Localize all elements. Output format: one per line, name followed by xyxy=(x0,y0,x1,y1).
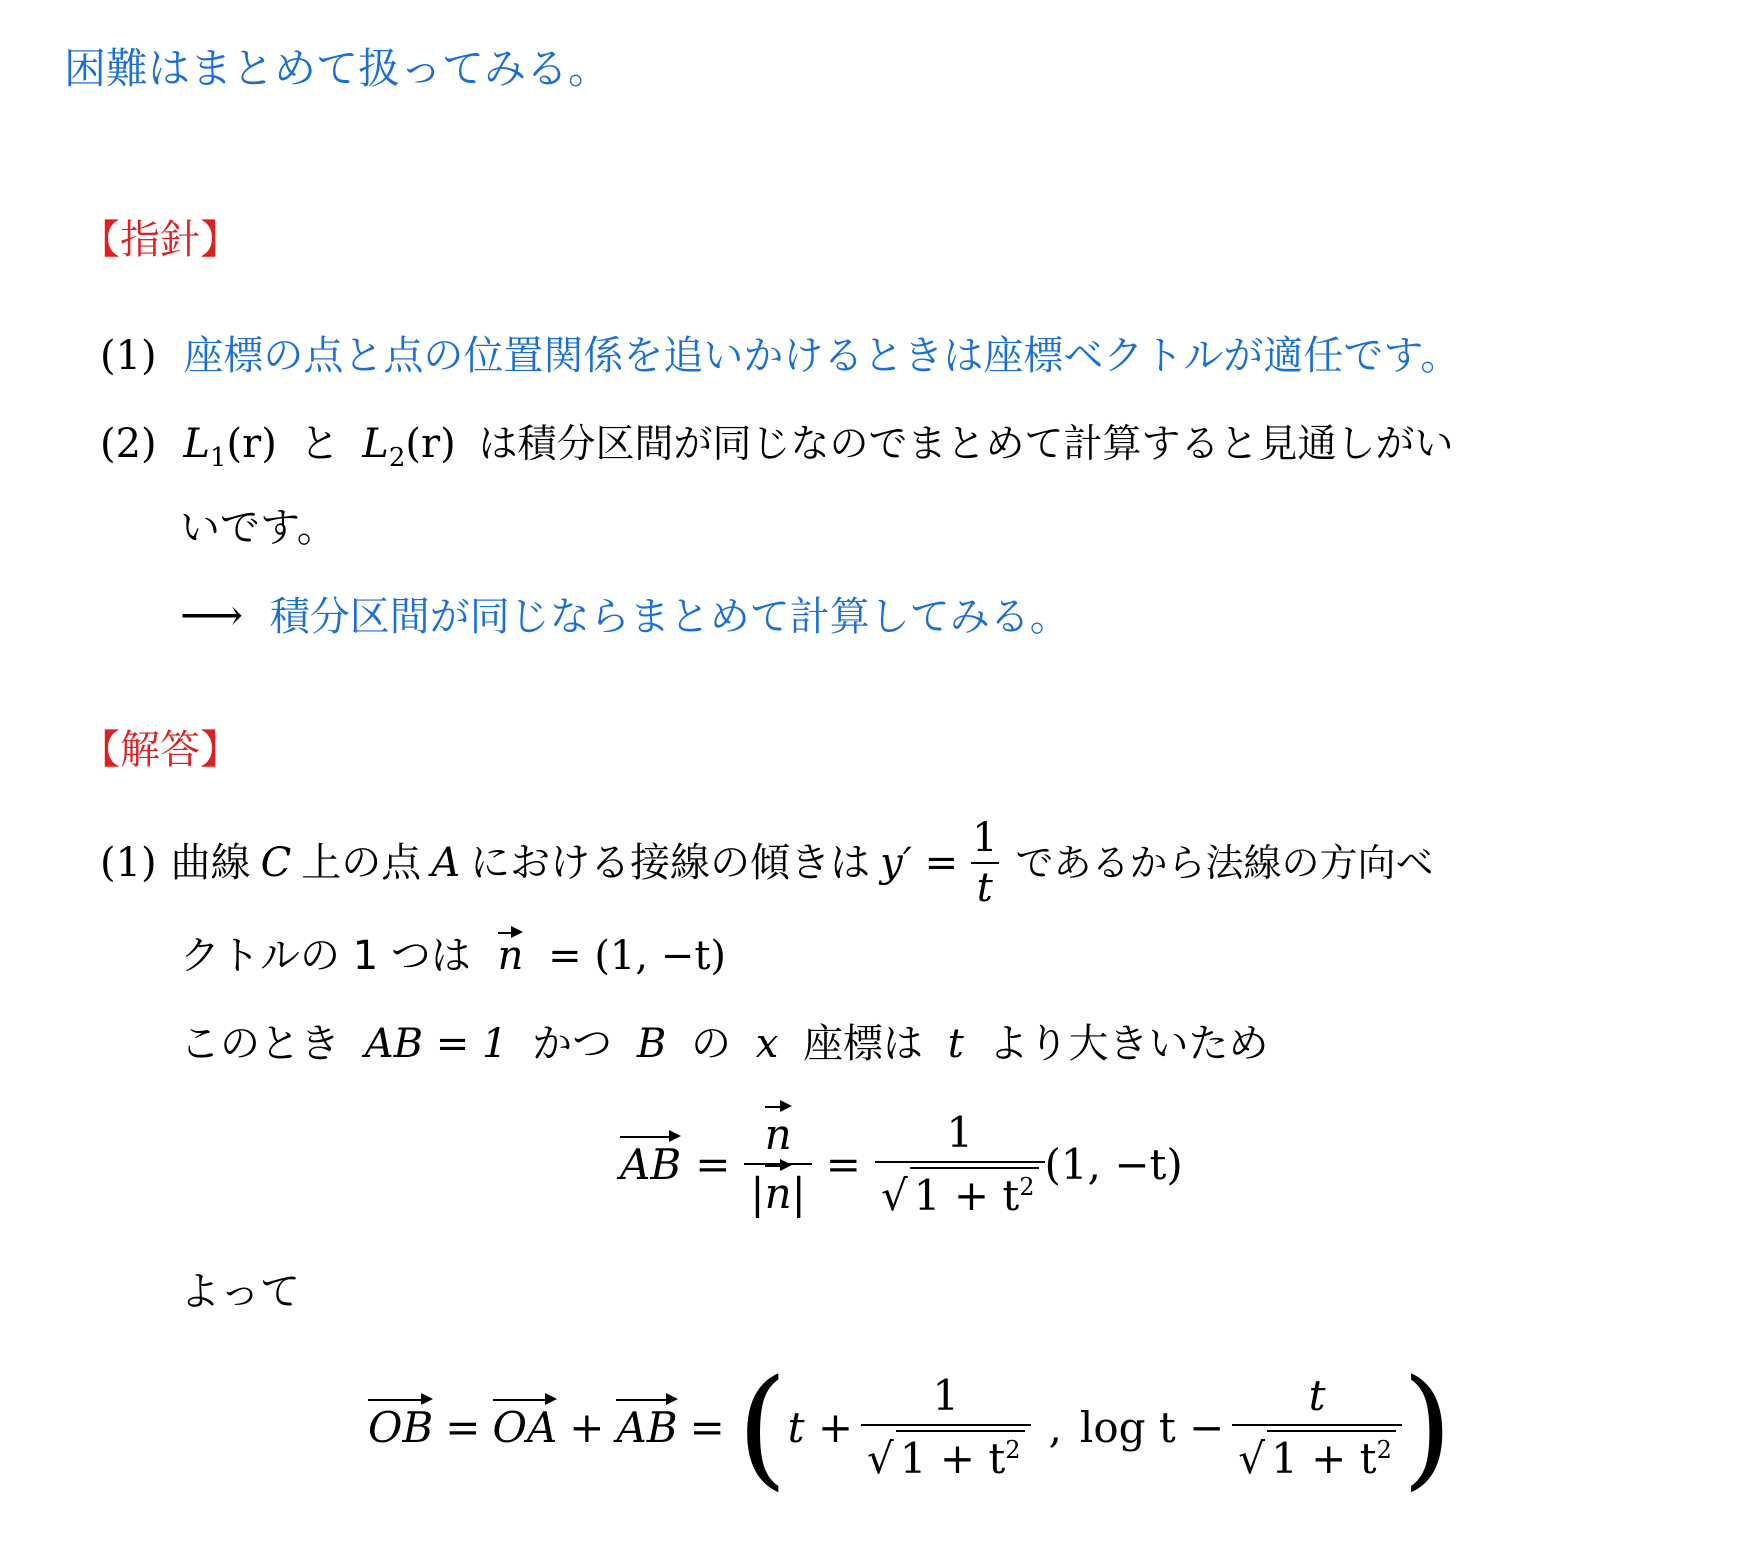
plus-sign: + xyxy=(569,1402,605,1452)
exponent: 2 xyxy=(1019,1173,1035,1201)
vector-n: n xyxy=(764,1110,792,1159)
variable-symbol: x xyxy=(755,1021,779,1067)
x-component-term: t + xyxy=(787,1402,854,1452)
kaito-item-1-line-1 xyxy=(100,815,1434,911)
comma: , xyxy=(1048,1402,1062,1452)
y-component-term: log t − xyxy=(1079,1402,1225,1452)
L2-symbol: L xyxy=(362,421,389,467)
kaito-item-1-line-2 xyxy=(180,933,727,979)
text-segment: であるから法線の方向ベ xyxy=(1015,841,1434,885)
L1-symbol: L xyxy=(183,421,210,467)
equals-sign: = xyxy=(695,1139,731,1189)
text-segment: における接線の傾きは xyxy=(470,840,871,886)
fraction-numerator: 1 xyxy=(972,815,998,861)
radicand: 1 + t xyxy=(913,1171,1020,1220)
shishin-item-2-text: は積分区間が同じなのでまとめて計算すると見通しがい xyxy=(478,422,1454,467)
text-segment: かつ xyxy=(532,1021,613,1067)
curve-symbol: C xyxy=(260,840,292,886)
sqrt-symbol: √ xyxy=(880,1171,908,1220)
vector-value: = (1, −t) xyxy=(548,933,727,979)
L2-argument: (r) xyxy=(405,421,456,467)
equals-sign: = xyxy=(825,1139,861,1189)
scalar-fraction xyxy=(875,1108,1045,1220)
shishin-heading: 【指針】 xyxy=(80,217,240,263)
sqrt-symbol: √ xyxy=(1238,1434,1266,1483)
text-segment: より大きいため xyxy=(988,1021,1269,1067)
text-segment: 座標は xyxy=(802,1021,923,1067)
shishin-item-2 xyxy=(100,421,1454,473)
left-paren: ( xyxy=(736,1351,788,1503)
text-segment: 上の点 xyxy=(301,840,422,886)
point-symbol: B xyxy=(636,1021,667,1067)
fraction-numerator: 1 xyxy=(946,1108,974,1157)
vector-n: n xyxy=(764,1169,792,1218)
shishin-item-1 xyxy=(100,333,1461,379)
long-right-arrow-icon: ⟶ xyxy=(180,590,244,641)
fraction-numerator: 1 xyxy=(932,1371,960,1420)
kaito-heading: 【解答】 xyxy=(80,727,240,773)
page-title: 困難はまとめて扱ってみる。 xyxy=(64,44,611,93)
derivative-expression: y′ = xyxy=(880,840,959,886)
L1-subscript: 1 xyxy=(209,443,227,473)
sqrt-symbol: √ xyxy=(867,1434,894,1483)
vector-OB: OB xyxy=(368,1402,434,1452)
shishin-conclusion-text: 積分区間が同じならまとめて計算してみる。 xyxy=(269,594,1070,640)
length-expression: AB = 1 xyxy=(364,1021,508,1067)
vector-AB: AB xyxy=(620,1139,682,1189)
fraction xyxy=(966,815,1003,911)
equation-OB xyxy=(368,1351,1453,1503)
equation-AB xyxy=(620,1108,1183,1220)
therefore-text: よって xyxy=(180,1269,300,1315)
text-segment: クトルの 1 つは xyxy=(180,933,471,979)
variable-symbol: t xyxy=(947,1021,964,1067)
conjunction: と xyxy=(299,421,340,467)
fraction-denominator: t xyxy=(971,862,999,908)
x-component-fraction xyxy=(861,1371,1031,1483)
shishin-item-1-text: 座標の点と点の位置関係を追いかけるときは座標ベクトルが適任です。 xyxy=(183,333,1461,379)
item-number: (1) xyxy=(100,333,157,379)
vector-value: (1, −t) xyxy=(1044,1139,1183,1189)
equals-sign: = xyxy=(445,1402,481,1452)
item-number: (1) xyxy=(100,840,157,886)
abs-bar: | xyxy=(791,1169,806,1218)
unit-vector-fraction xyxy=(744,1110,811,1218)
equals-sign: = xyxy=(689,1402,725,1452)
L1-argument: (r) xyxy=(226,421,277,467)
shishin-item-2-continuation: いです。 xyxy=(180,505,337,551)
vector-OA: OA xyxy=(492,1402,558,1452)
kaito-item-1-line-3 xyxy=(180,1021,1269,1067)
L2-subscript: 2 xyxy=(388,443,406,473)
y-component-fraction xyxy=(1232,1371,1402,1483)
shishin-conclusion xyxy=(180,590,1070,641)
text-segment: の xyxy=(690,1021,731,1067)
text-segment: このとき xyxy=(180,1021,340,1067)
item-number: (2) xyxy=(100,421,157,467)
radicand: 1 + t xyxy=(899,1434,1006,1483)
vector-AB: AB xyxy=(616,1402,678,1452)
right-paren: ) xyxy=(1401,1351,1453,1503)
abs-bar: | xyxy=(750,1169,765,1218)
radicand: 1 + t xyxy=(1271,1434,1377,1483)
text-segment: 曲線 xyxy=(170,840,251,886)
point-symbol: A xyxy=(431,840,461,886)
exponent: 2 xyxy=(1005,1436,1021,1464)
normal-vector: n xyxy=(497,933,524,979)
exponent: 2 xyxy=(1376,1436,1392,1464)
fraction-numerator: t xyxy=(1308,1371,1326,1420)
